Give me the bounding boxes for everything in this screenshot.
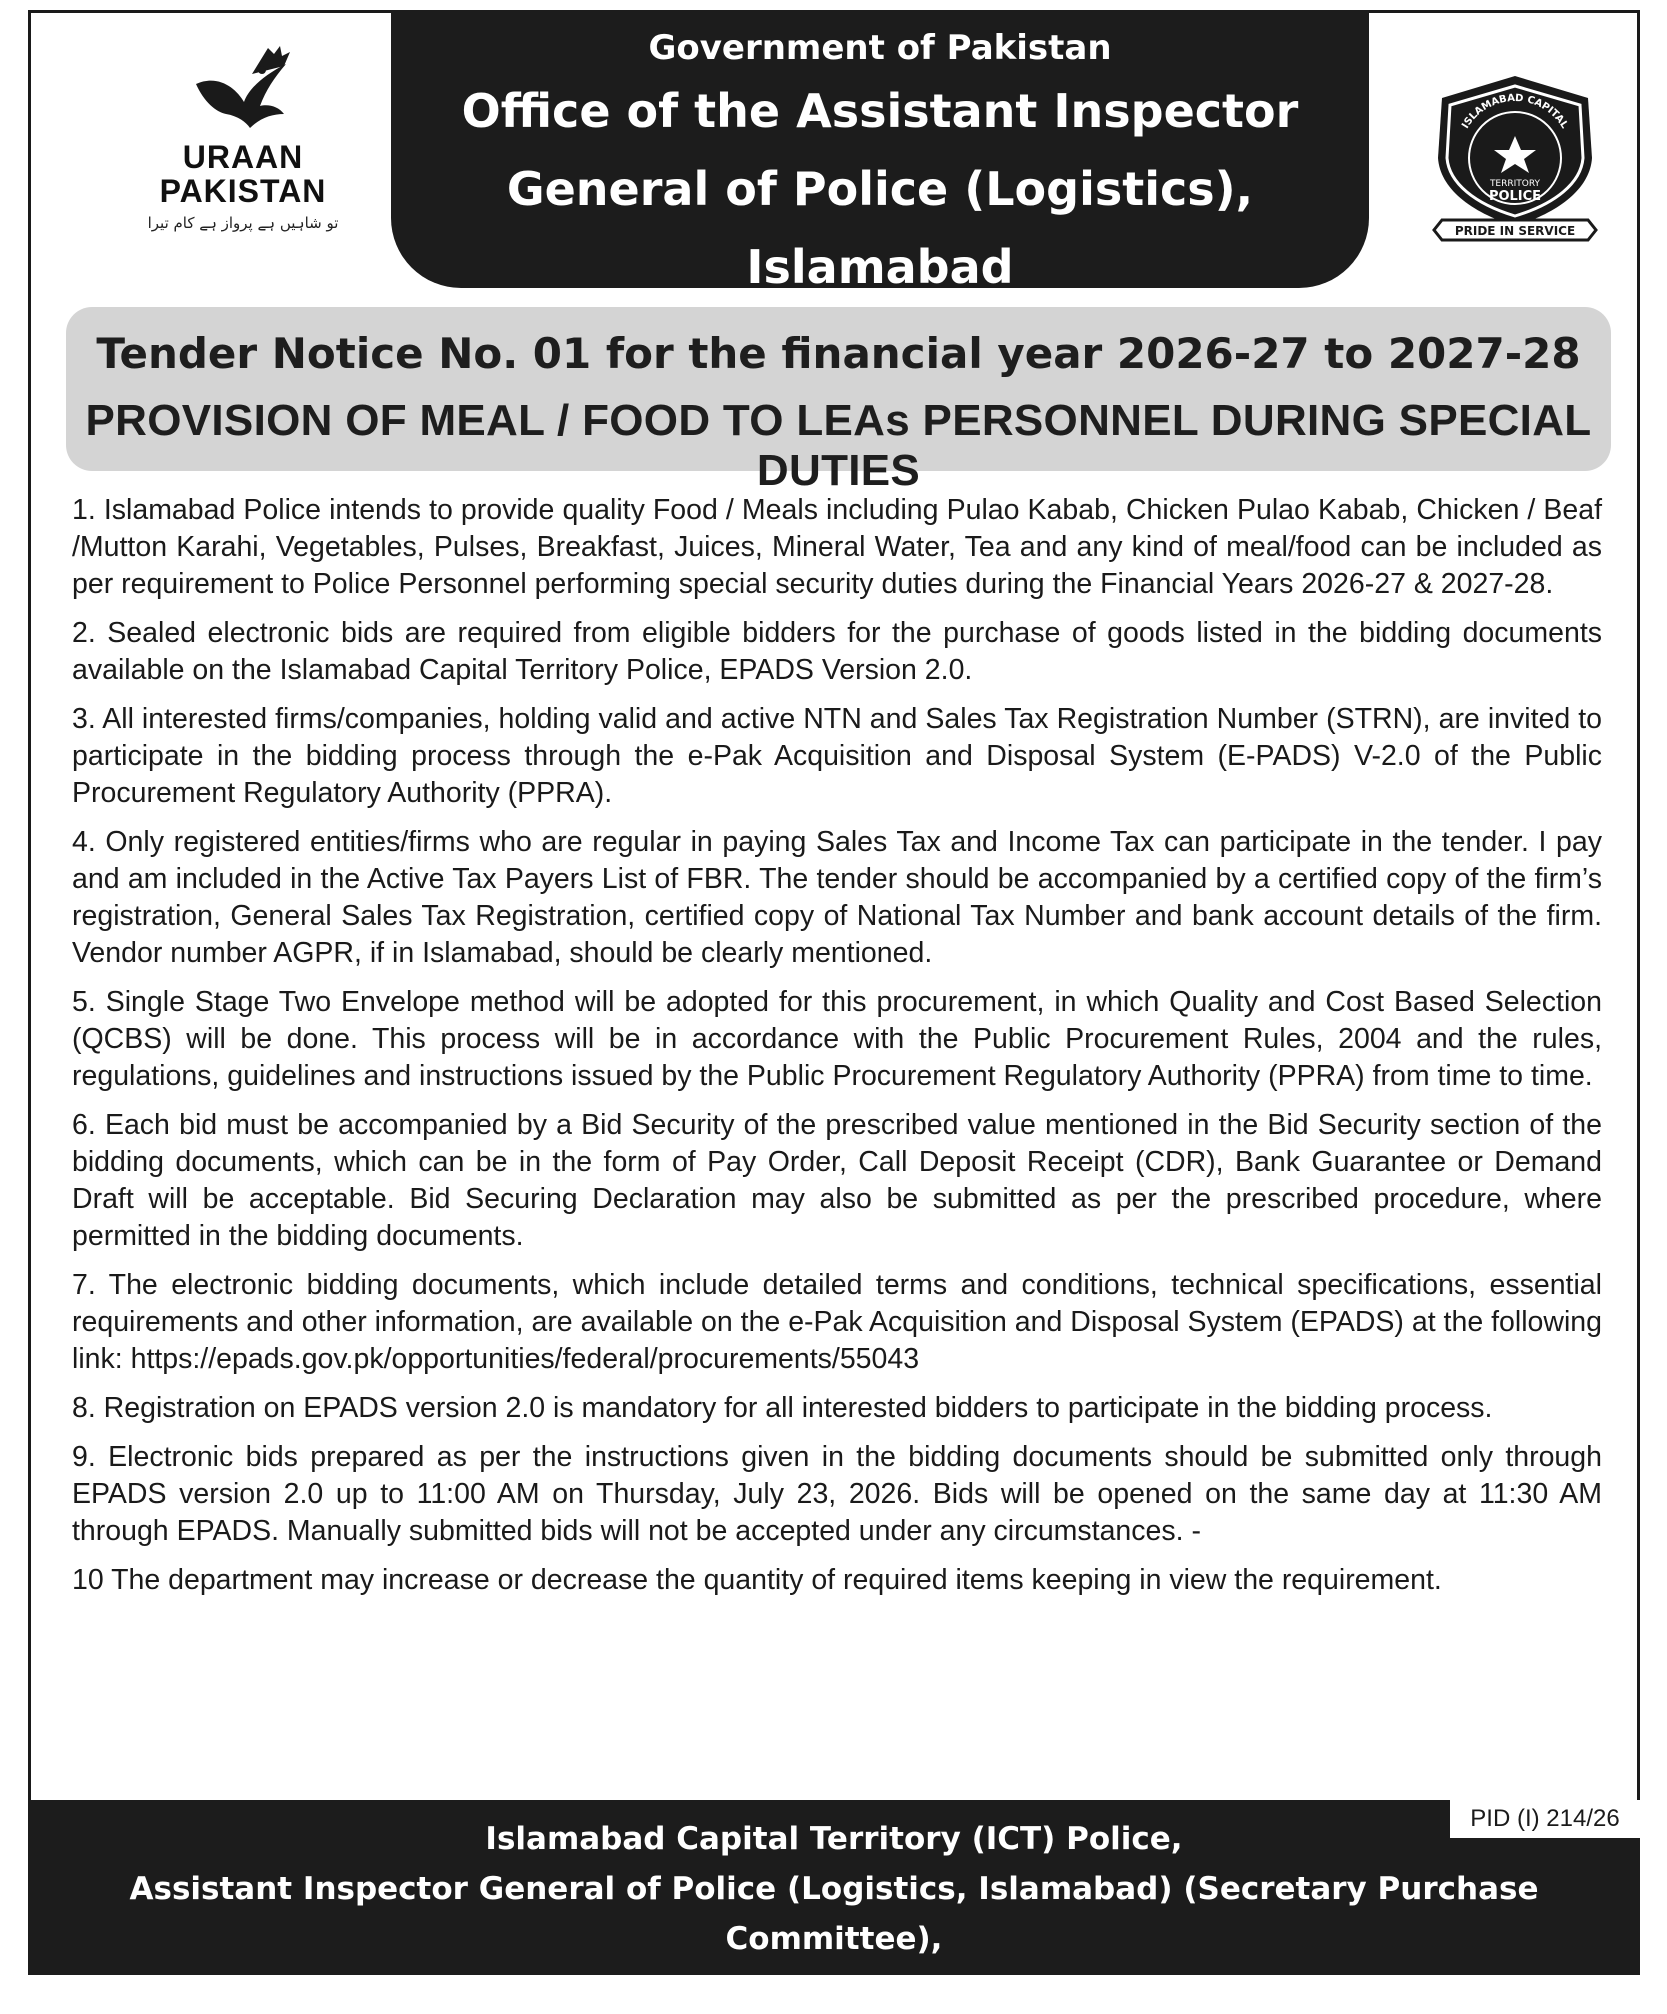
badge-police-text: POLICE (1488, 189, 1542, 204)
header (28, 10, 1640, 302)
urdu-tagline: تو شاہیں ہے پرواز ہے کام تیرا (147, 214, 339, 232)
paragraph-7: 7. The electronic bidding documents, which include detailed terms and conditions, technical specifications, essential requirements and other information, are available on the e-Pak Acquisition and Disposal System (EPADS) at the following link: https://epads.gov.pk/opportunities/federal/procurements/55043 (72, 1269, 1602, 1375)
paragraph-3: 3. All interested firms/companies, holding valid and active NTN and Sales Tax Registration Number (STRN), are invited to participate in the bidding process through the e-Pak Acquisition and Disposal System (E-PADS) V-2.0 of the Public Procurement Regulatory Authority (PPRA). (72, 703, 1602, 809)
badge-territory-text: TERRITORY (1489, 179, 1541, 189)
paragraph-6: 6. Each bid must be accompanied by a Bid Security of the prescribed value mentioned in the Bid Security section of the bidding documents, which can be in the form of Pay Order, Call Deposit Receipt (CDR), Bank Guarantee or Demand Draft will be acceptable. Bid Securing Declaration may also be submitted as per the prescribed procedure, where permitted in the bidding documents. (72, 1109, 1602, 1252)
tender-title: Tender Notice No. 01 for the financial year 2026-27 to 2027-28 (96, 329, 1581, 378)
office-line-1: Office of the Assistant Inspector (461, 84, 1299, 138)
uraan-word: URAAN (182, 139, 304, 175)
office-title-block (391, 10, 1369, 294)
paragraph-9: 9. Electronic bids prepared as per the instructions given in the bidding documents should be submitted only through EPADS version 2.0 up to 11:00 AM on Thursday, July 23, 2026. Bids will be opened on the same day at 11:30 AM through EPADS. Manually submitted bids will not be accepted under any circumstances. - (72, 1441, 1602, 1547)
footer-line-1: Islamabad Capital Territory (ICT) Police, (485, 1821, 1183, 1857)
paragraph-8: 8. Registration on EPADS version 2.0 is mandatory for all interested bidders to participate in the bidding process. (72, 1392, 1493, 1424)
paragraph-1: 1. Islamabad Police intends to provide quality Food / Meals including Pulao Kabab, Chicken Pulao Kabab, Chicken / Beaf /Mutton Karahi, Vegetables, Pulses, Breakfast, Juices, Mineral Water, Tea and any kind of meal/food can be included as per requirement to Police Personnel performing special security duties during the Financial Years 2026-27 & 2027-28. (72, 494, 1602, 600)
government-line: Government of Pakistan (648, 28, 1112, 68)
police-badge-icon (1420, 70, 1610, 250)
office-line-2: General of Police (Logistics), (506, 162, 1254, 216)
tender-heading-box (66, 307, 1611, 495)
paragraph-4: 4. Only registered entities/firms who are regular in paying Sales Tax and Income Tax can participate in the tender. I pay and am included in the Active Tax Payers List of FBR. The tender should be accompanied by a certified copy of the firm’s registration, General Sales Tax Registration, certified copy of National Tax Number and bank account details of the firm. Vendor number AGPR, if in Islamabad, should be clearly mentioned. (72, 826, 1602, 969)
paragraph-2: 2. Sealed electronic bids are required from eligible bidders for the purchase of goods listed in the bidding documents available on the Islamabad Capital Territory Police, EPADS Version 2.0. (72, 617, 1602, 686)
eagle-icon (188, 44, 298, 140)
badge-ribbon-text: PRIDE IN SERVICE (1454, 224, 1576, 238)
tender-subtitle: PROVISION OF MEAL / FOOD TO LEAs PERSONNEL DURING SPECIAL DUTIES (85, 396, 1592, 495)
uraan-pakistan-logo (138, 44, 348, 232)
pakistan-word: PAKISTAN (159, 173, 327, 209)
badge-arc-text: ISLAMABAD CAPITAL (1460, 92, 1570, 131)
footer-contact-number: Contact No. 051-9258371 (120 & 124) (503, 1971, 1165, 2007)
footer-contact-block (28, 1800, 1640, 2007)
pid-number: PID (I) 214/26 (1450, 1800, 1640, 1838)
footer-line-2: Assistant Inspector General of Police (Logistics, Islamabad) (Secretary Purchase Committee), (129, 1871, 1539, 1957)
paragraph-5: 5. Single Stage Two Envelope method will be adopted for this procurement, in which Quality and Cost Based Selection (QCBS) will be done. This process will be in accordance with the Public Procurement Rules, 2004 and the rules, regulations, guidelines and instructions issued by the Public Procurement Regulatory Authority (PPRA) from time to time. (72, 986, 1602, 1092)
paragraph-10: 10 The department may increase or decrease the quantity of required items keeping in view the requirement. (72, 1564, 1442, 1596)
office-line-3: Islamabad (746, 240, 1014, 294)
tender-body (72, 492, 1602, 1611)
